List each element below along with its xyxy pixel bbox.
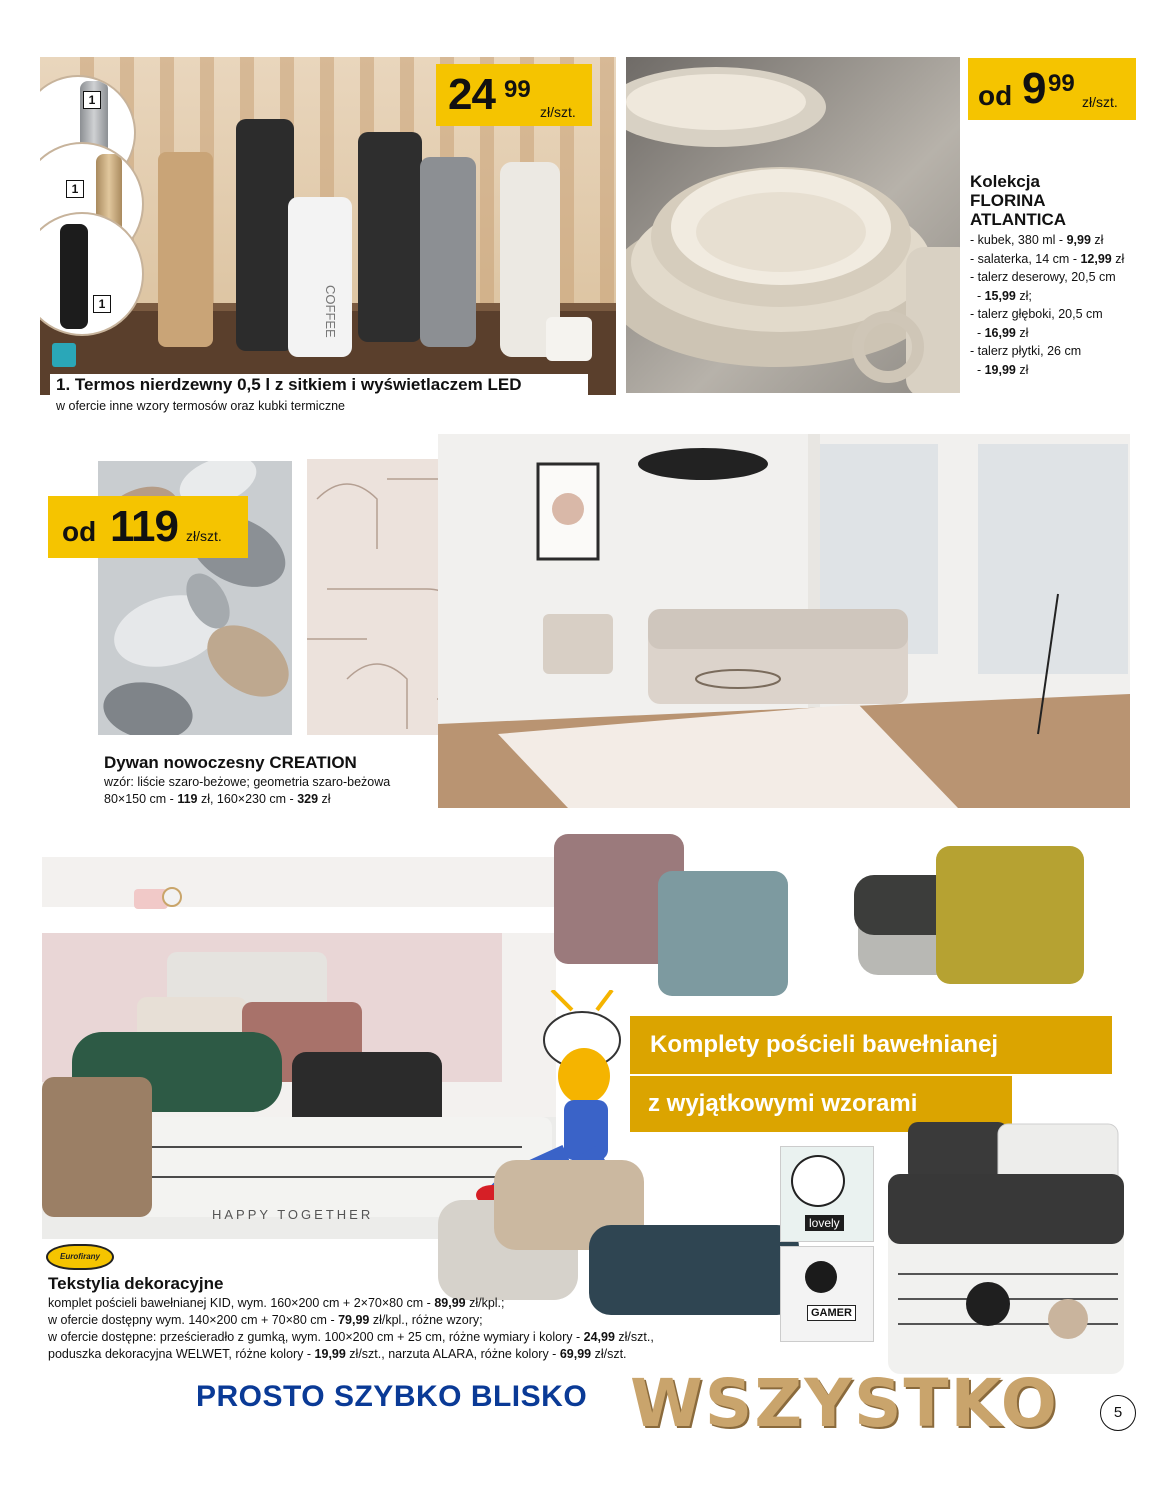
rug-line-1: wzór: liście szaro-beżowe; geometria szaro-beżowa — [104, 775, 391, 789]
thermos-price-cents: 99 — [504, 76, 531, 103]
florina-photo — [626, 57, 960, 393]
thermos-badge-2: 1 — [66, 180, 84, 198]
textiles-l3-text: w ofercie dostępne: prześcieradło z gumką, wym. 100×200 cm + 25 cm, różne wymiary i kolory - — [48, 1330, 584, 1344]
page-number-text: 5 — [1113, 1404, 1123, 1421]
florina-price-cents: 99 — [1048, 70, 1075, 97]
textiles-l3-price: 24,99 — [583, 1330, 615, 1344]
thermos-badge-1: 1 — [83, 91, 101, 109]
florina-item-text: - kubek, 380 ml - — [970, 233, 1067, 247]
bedding-print: HAPPY TOGETHER — [212, 1207, 374, 1222]
florina-item — [970, 324, 1160, 343]
florina-item — [970, 342, 1160, 361]
page-number — [1100, 1395, 1136, 1431]
florina-item — [970, 305, 1160, 324]
bedding-banner-1 — [630, 1016, 1112, 1074]
thermos-title: 1. Termos nierdzewny 0,5 l z sitkiem i wyświetlaczem LED — [56, 375, 522, 394]
florina-title-1: Kolekcja — [970, 172, 1040, 191]
florina-price-tag — [968, 58, 1136, 120]
thermos-badge-3: 1 — [93, 295, 111, 313]
eco-icon — [52, 343, 76, 367]
florina-item-unit: zł — [1090, 233, 1104, 247]
textiles-l4-price-1: 19,99 — [314, 1347, 346, 1361]
rug-price-prefix: od — [62, 516, 97, 547]
rug-size-2: zł, 160×230 cm - — [197, 792, 298, 806]
florina-item-text: - — [970, 362, 985, 377]
thermos-price-unit: zł/szt. — [540, 104, 576, 120]
textiles-line-4 — [48, 1346, 738, 1363]
dishes-illustration — [626, 57, 960, 393]
kid-bedding-illustration — [878, 1114, 1130, 1378]
kid-bedding-photo — [878, 1114, 1130, 1378]
textiles-title: Tekstylia dekoracyjne — [48, 1274, 224, 1293]
textiles-l1-price: 89,99 — [434, 1296, 466, 1310]
wszystko-logo-text: WSZYSTKO — [630, 1365, 1059, 1442]
textiles-l4-unit: zł/szt. — [591, 1347, 627, 1361]
florina-item-price: 15,99 — [984, 288, 1016, 303]
rug-price-2: 329 — [297, 792, 319, 806]
rug-description — [104, 752, 434, 808]
living-room-illustration — [438, 434, 1130, 808]
textiles-l4-text: poduszka dekoracyjna WELWET, różne kolory - — [48, 1347, 315, 1361]
rug-price-tag — [48, 496, 248, 558]
florina-item-text: - talerz płytki, 26 cm — [970, 344, 1082, 358]
textiles-l4-mid: zł/szt., narzuta ALARA, różne kolory - — [345, 1347, 560, 1361]
florina-item-price: 19,99 — [984, 362, 1016, 377]
florina-item-unit: zł — [1111, 251, 1125, 266]
rug-line-2 — [104, 791, 434, 808]
florina-item-text: - talerz głęboki, 20,5 cm — [970, 307, 1103, 321]
sample-gamer — [780, 1246, 874, 1342]
wszystko-logo — [630, 1362, 1059, 1446]
pillows-grey-olive — [848, 840, 1088, 1000]
florina-price-unit: zł/szt. — [1082, 94, 1118, 110]
textiles-l1-unit: zł/kpl.; — [465, 1296, 505, 1310]
pillows-pink-blue — [548, 826, 798, 1000]
thermos-price-main: 24 — [448, 70, 495, 119]
textiles-l2-unit: zł/kpl., różne wzory; — [369, 1313, 483, 1327]
textiles-description — [48, 1273, 738, 1363]
rug-title: Dywan nowoczesny CREATION — [104, 753, 357, 772]
eurofirany-logo-text: Eurofirany — [59, 1252, 100, 1261]
florina-item-price: 9,99 — [1066, 233, 1091, 247]
eurofirany-logo — [46, 1244, 114, 1270]
florina-price-prefix: od — [978, 80, 1013, 111]
thermos-price-tag — [436, 64, 592, 126]
thermos-title-bar — [50, 374, 588, 396]
bedding-banner-1-text: Komplety pościeli bawełnianej — [650, 1031, 999, 1058]
florina-description — [970, 172, 1160, 379]
textiles-line-2 — [48, 1312, 738, 1329]
textiles-l1-text: komplet pościeli bawełnianej KID, wym. 160×200 cm + 2×70×80 cm - — [48, 1296, 435, 1310]
textiles-l3-unit: zł/szt., — [614, 1330, 654, 1344]
rug-price-unit: zł/szt. — [186, 528, 222, 544]
pillows-illustration-1 — [548, 826, 798, 1000]
florina-title-3: ATLANTICA — [970, 210, 1066, 229]
rug-price-main: 119 — [110, 502, 178, 551]
pillows-illustration-2 — [848, 840, 1088, 1000]
textiles-l4-price-2: 69,99 — [559, 1347, 592, 1361]
florina-item — [970, 287, 1160, 306]
bedding-banner-2-text: z wyjątkowymi wzorami — [648, 1090, 918, 1117]
florina-item-unit: zł — [1015, 362, 1029, 377]
florina-item — [970, 361, 1160, 380]
florina-item-text: - salaterka, 14 cm - — [970, 251, 1081, 266]
florina-item — [970, 268, 1160, 287]
rug-size-1: 80×150 cm - — [104, 792, 178, 806]
footer-slogan: PROSTO SZYBKO BLISKO — [196, 1380, 588, 1413]
florina-item-unit: zł — [1015, 325, 1029, 340]
cup-label: COFFEE — [323, 285, 338, 338]
florina-price-main: 9 — [1022, 64, 1046, 113]
sample-text-gamer: GAMER — [807, 1305, 856, 1321]
florina-title-2: FLORINA — [970, 191, 1046, 210]
florina-item-text: - talerz deserowy, 20,5 cm — [970, 270, 1116, 284]
rug-price-1: 119 — [177, 792, 198, 806]
textiles-line-3 — [48, 1329, 738, 1346]
living-room-photo — [438, 434, 1130, 808]
rug-currency: zł — [318, 792, 331, 806]
florina-item-text: - — [970, 288, 985, 303]
sample-text-lovely: lovely — [805, 1215, 844, 1231]
florina-item-price: 16,99 — [984, 325, 1016, 340]
textiles-l2-text: w ofercie dostępny wym. 140×200 cm + 70×80 cm - — [48, 1313, 339, 1327]
florina-item-unit: zł; — [1015, 288, 1032, 303]
thermos-subtitle: w ofercie inne wzory termosów oraz kubki termiczne — [56, 399, 345, 413]
florina-item — [970, 250, 1160, 269]
textiles-l2-price: 79,99 — [338, 1313, 370, 1327]
textiles-line-1 — [48, 1295, 738, 1312]
florina-item-list — [970, 231, 1160, 379]
florina-item-text: - — [970, 325, 985, 340]
sample-dalmatian — [780, 1146, 874, 1242]
florina-item — [970, 231, 1160, 250]
florina-item-price: 12,99 — [1080, 251, 1112, 266]
